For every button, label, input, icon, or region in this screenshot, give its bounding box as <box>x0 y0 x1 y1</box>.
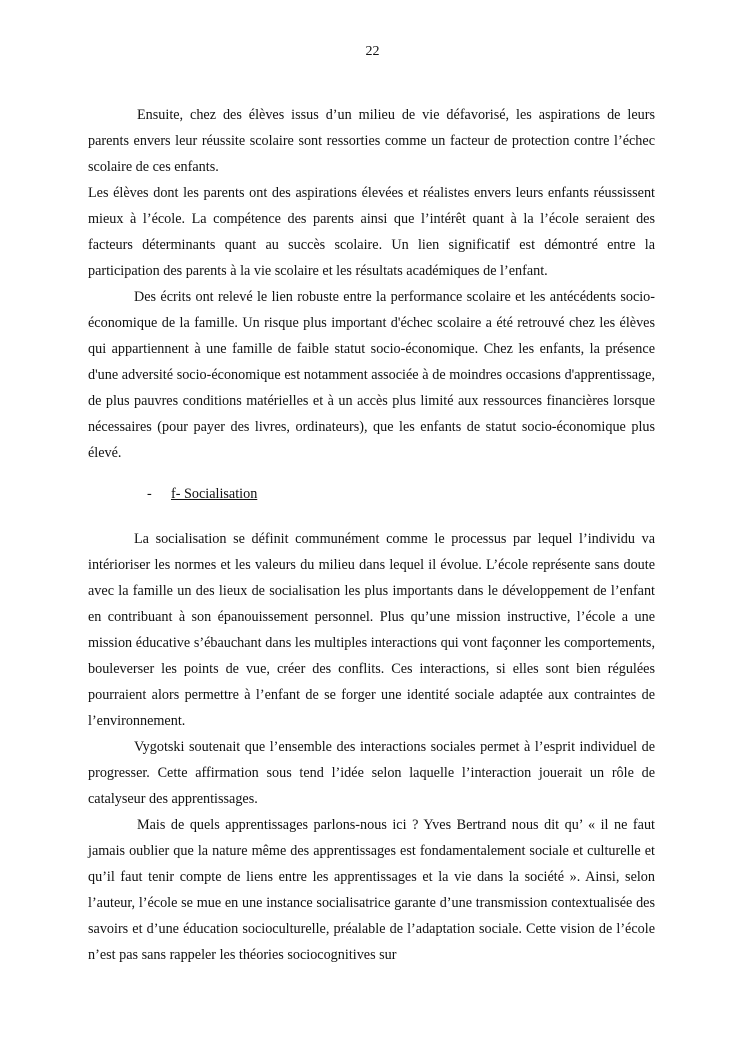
section-bullet: - <box>147 486 152 502</box>
paragraph: Ensuite, chez des élèves issus d’un milieu de vie défavorisé, les aspirations de leurs parents envers leur réussite scolaire sont ressorties comme un facteur de protection contre l’échec scolaire de ces enfants. <box>88 107 655 175</box>
section-heading <box>147 484 257 504</box>
paragraph: Mais de quels apprentissages parlons-nous ici ? Yves Bertrand nous dit qu’ « il ne faut jamais oublier que la nature même des apprentissages est fondamentalement sociale et culturelle et qu’il faut tenir compte de liens entre les apprentissages et la vie dans la société ». Ainsi, selon l’auteur, l’école se mue en une instance socialisatrice garante d’une transmission contextualisée des savoirs et d’une éducation socioculturelle, préalable de l’adaptation sociale. Cette vision de l’école n’est pas sans rappeler les théories sociocognitives sur <box>88 817 655 963</box>
text-block-socialisation <box>88 526 655 968</box>
paragraph: Les élèves dont les parents ont des aspirations élevées et réalistes envers leurs enfants réussissent mieux à l’école. La compétence des parents ainsi que l’intérêt quant à la l’école seraient des facteurs déterminants quant au succès scolaire. Un lien significatif est démontré entre la participation des parents à la vie scolaire et les résultats académiques de l’enfant. <box>88 185 655 279</box>
page-number: 22 <box>365 44 380 59</box>
paragraph: Vygotski soutenait que l’ensemble des interactions sociales permet à l’esprit individuel de progresser. Cette affirmation sous tend l’idée selon laquelle l’interaction jouerait un rôle de catalyseur des apprentissages. <box>88 739 655 807</box>
section-title: f- Socialisation <box>171 486 258 502</box>
paragraph: Des écrits ont relevé le lien robuste entre la performance scolaire et les antécédents socio-économique de la famille. Un risque plus important d'échec scolaire a été retrouvé chez les élèves qui appartiennent à une famille de faible statut socio-économique. Chez les enfants, la présence d'une adversité socio-économique est notamment associée à de moindres occasions d'apprentissage, de plus pauvres conditions matérielles et à un accès plus limité aux ressources financières lorsque nécessaires (pour payer des livres, ordinateurs), que les enfants de statut socio-économique plus élevé. <box>88 289 655 461</box>
paragraph: La socialisation se définit communément comme le processus par lequel l’individu va intérioriser les normes et les valeurs du milieu dans lequel il évolue. L’école représente sans doute avec la famille un des lieux de socialisation les plus importants dans le développement de l’enfant en contribuant à son épanouissement personnel. Plus qu’une mission instructive, l’école a une mission éducative s’ébauchant dans les multiples interactions qui vont façonner les comportements, bouleverser les points de vue, créer des conflits. Ces interactions, si elles sont bien régulées pourraient alors permettre à l’enfant de se forger une identité sociale adaptée aux contraintes de l’environnement. <box>88 531 655 729</box>
text-block-intro <box>88 102 655 466</box>
